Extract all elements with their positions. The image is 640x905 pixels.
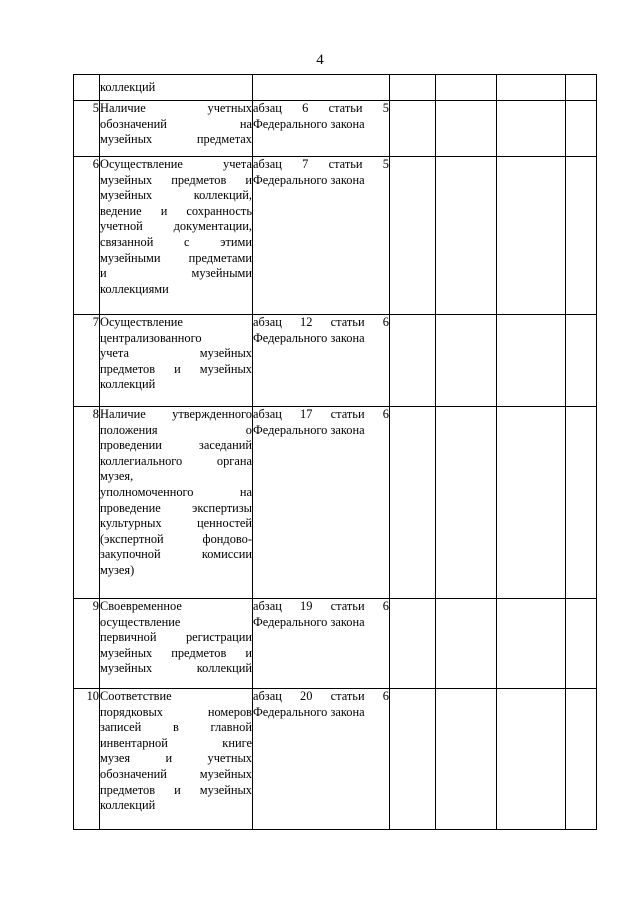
- requirement-cell: [100, 157, 253, 315]
- requirement-line: [100, 251, 252, 267]
- requirement-line: [100, 117, 252, 133]
- word: статьи: [330, 407, 365, 421]
- word: 5: [382, 157, 389, 171]
- empty-cell: [497, 157, 566, 315]
- word: положения: [100, 422, 158, 437]
- word: 19: [300, 599, 313, 613]
- word: с: [184, 234, 190, 249]
- legal-reference-cell: [253, 101, 390, 157]
- legal-reference-line: [253, 689, 389, 705]
- word: абзац: [253, 157, 282, 171]
- legal-reference-line: Федерального закона: [253, 172, 365, 187]
- word: предметами: [188, 250, 252, 265]
- word: 12: [300, 315, 313, 329]
- requirement-line: [100, 173, 252, 189]
- requirement-line: Осуществление: [100, 315, 183, 329]
- word: обозначений: [100, 766, 167, 781]
- word: музейных: [199, 766, 252, 781]
- table-row: [74, 599, 597, 689]
- requirement-line: [100, 204, 252, 220]
- requirement-line: [100, 235, 252, 251]
- word: утвержденного: [172, 407, 252, 421]
- word: учетных: [207, 751, 252, 766]
- word: и: [100, 266, 107, 281]
- word: проведение: [100, 500, 161, 515]
- word: статьи: [330, 315, 365, 329]
- empty-cell: [566, 315, 597, 407]
- empty-cell: [436, 75, 497, 101]
- requirement-line: [100, 485, 252, 501]
- requirement-line: [100, 219, 252, 235]
- page-number: 4: [316, 52, 324, 68]
- row-number: 5: [74, 101, 100, 157]
- word: музейными: [100, 250, 161, 265]
- requirement-line: музейных коллекций: [100, 661, 252, 676]
- word: экспертизы: [192, 500, 252, 515]
- word: 6: [382, 407, 389, 421]
- word: сохранность: [186, 203, 252, 218]
- word: книге: [222, 735, 252, 750]
- word: 6: [382, 315, 389, 329]
- word: статьи: [328, 157, 363, 171]
- word: проведении: [100, 438, 162, 453]
- table-row: [74, 315, 597, 407]
- requirement-cell: [100, 75, 253, 101]
- word: главной: [210, 720, 252, 735]
- requirement-line: [100, 362, 252, 378]
- word: предметов: [171, 172, 227, 187]
- word: музея: [100, 751, 131, 766]
- requirement-line: [100, 705, 252, 721]
- requirement-line: [100, 346, 252, 362]
- legal-reference-cell: [253, 157, 390, 315]
- requirement-line: [100, 646, 252, 662]
- requirement-line: [100, 454, 252, 470]
- word: абзац: [253, 101, 282, 115]
- word: 6: [382, 689, 389, 703]
- requirement-line: [100, 157, 252, 173]
- empty-cell: [566, 689, 597, 830]
- requirement-line: [100, 438, 252, 454]
- empty-cell: [566, 599, 597, 689]
- legal-reference-cell: [253, 315, 390, 407]
- row-number: 7: [74, 315, 100, 407]
- empty-cell: [390, 599, 436, 689]
- empty-cell: [566, 75, 597, 101]
- requirement-line: [100, 266, 252, 282]
- word: и: [174, 782, 181, 797]
- empty-cell: [436, 101, 497, 157]
- empty-cell: [390, 75, 436, 101]
- word: фондово-: [202, 531, 252, 546]
- requirement-line: [100, 501, 252, 517]
- word: музейных: [199, 346, 252, 361]
- word: культурных: [100, 516, 162, 531]
- requirements-table: [73, 74, 597, 830]
- word: коллекций,: [193, 188, 252, 203]
- requirement-line: коллекций: [100, 80, 156, 94]
- requirement-line: коллекций: [100, 798, 156, 813]
- word: ведение: [100, 203, 142, 218]
- word: ценностей: [197, 516, 252, 531]
- row-number: 8: [74, 407, 100, 599]
- word: предметов: [171, 645, 227, 660]
- word: связанной: [100, 234, 154, 249]
- requirement-cell: [100, 599, 253, 689]
- word: предметов: [100, 782, 156, 797]
- requirement-line: [100, 720, 252, 736]
- empty-cell: [497, 689, 566, 830]
- word: Осуществление: [100, 157, 183, 171]
- legal-reference-cell: [253, 75, 390, 101]
- word: 5: [382, 101, 389, 115]
- legal-reference-line: Федерального закона: [253, 704, 365, 719]
- legal-reference-cell: [253, 407, 390, 599]
- requirement-line: [100, 630, 252, 646]
- legal-reference-cell: [253, 599, 390, 689]
- table-row: [74, 157, 597, 315]
- requirement-line: [100, 767, 252, 783]
- word: коллегиального: [100, 453, 183, 468]
- word: музейных: [100, 172, 153, 187]
- empty-cell: [436, 689, 497, 830]
- requirement-line: [100, 188, 252, 204]
- word: инвентарной: [100, 735, 168, 750]
- empty-cell: [566, 101, 597, 157]
- requirement-line: коллекций: [100, 377, 156, 392]
- empty-cell: [497, 101, 566, 157]
- word: документации,: [173, 219, 252, 234]
- word: и: [245, 645, 252, 660]
- requirement-line: музея,: [100, 469, 134, 484]
- word: этими: [220, 234, 252, 249]
- row-number: 6: [74, 157, 100, 315]
- requirement-line: музейных предметах: [100, 132, 252, 147]
- legal-reference-cell: [253, 689, 390, 830]
- empty-cell: [497, 599, 566, 689]
- word: музейными: [191, 266, 252, 281]
- word: записей: [100, 720, 142, 735]
- word: статьи: [328, 101, 363, 115]
- word: музейных: [199, 782, 252, 797]
- empty-cell: [566, 407, 597, 599]
- empty-cell: [390, 407, 436, 599]
- word: учетной: [100, 219, 143, 234]
- word: уполномоченного: [100, 484, 194, 499]
- empty-cell: [436, 407, 497, 599]
- legal-reference-line: [253, 407, 389, 423]
- word: абзац: [253, 689, 282, 703]
- row-number: 10: [74, 689, 100, 830]
- word: 20: [300, 689, 313, 703]
- word: 17: [300, 407, 313, 421]
- row-number: [74, 75, 100, 101]
- word: Наличие: [100, 407, 146, 421]
- word: (экспертной: [100, 531, 164, 546]
- word: порядковых: [100, 704, 163, 719]
- requirement-line: [100, 783, 252, 799]
- word: и: [165, 751, 173, 766]
- word: номеров: [207, 704, 252, 719]
- legal-reference-line: Федерального закона: [253, 330, 365, 345]
- row-number: 9: [74, 599, 100, 689]
- table-row: [74, 407, 597, 599]
- empty-cell: [390, 689, 436, 830]
- empty-cell: [390, 315, 436, 407]
- requirement-cell: [100, 315, 253, 407]
- empty-cell: [390, 157, 436, 315]
- word: заседаний: [198, 438, 252, 453]
- word: на: [239, 484, 252, 499]
- word: абзац: [253, 315, 282, 329]
- word: обозначений: [100, 116, 167, 131]
- word: и: [174, 361, 181, 376]
- word: абзац: [253, 407, 282, 421]
- word: музейных: [100, 645, 153, 660]
- word: в: [172, 720, 179, 735]
- word: 6: [302, 101, 309, 115]
- requirement-cell: [100, 101, 253, 157]
- word: учетных: [207, 101, 252, 115]
- word: регистрации: [185, 630, 252, 645]
- empty-cell: [497, 75, 566, 101]
- word: статьи: [330, 689, 365, 703]
- legal-reference-line: [253, 315, 389, 331]
- requirement-cell: [100, 689, 253, 830]
- requirement-line: [100, 423, 252, 439]
- word: о: [245, 422, 252, 437]
- word: закупочной: [100, 547, 161, 562]
- requirement-line: [100, 547, 252, 563]
- requirement-line: [100, 407, 252, 423]
- legal-reference-line: Федерального закона: [253, 116, 365, 131]
- legal-reference-line: Федерального закона: [253, 614, 365, 629]
- legal-reference-line: [253, 157, 389, 173]
- table-row: [74, 101, 597, 157]
- table-row: [74, 75, 597, 101]
- word: органа: [216, 453, 252, 468]
- word: Наличие: [100, 101, 146, 115]
- word: учета: [223, 157, 252, 171]
- requirement-line: [100, 532, 252, 548]
- requirement-line: централизованного: [100, 330, 202, 345]
- empty-cell: [497, 407, 566, 599]
- legal-reference-line: Федерального закона: [253, 422, 365, 437]
- legal-reference-line: [253, 599, 389, 615]
- requirement-line: Соответствие: [100, 689, 172, 703]
- empty-cell: [390, 101, 436, 157]
- requirement-line: Своевременное: [100, 599, 182, 613]
- word: и: [160, 203, 168, 218]
- word: учета: [100, 346, 129, 361]
- requirement-line: [100, 101, 252, 117]
- table-row: [74, 689, 597, 830]
- requirement-line: осуществление: [100, 614, 181, 629]
- requirement-cell: [100, 407, 253, 599]
- word: комиссии: [201, 547, 252, 562]
- empty-cell: [566, 157, 597, 315]
- requirement-line: [100, 516, 252, 532]
- word: первичной: [100, 630, 157, 645]
- empty-cell: [436, 599, 497, 689]
- word: на: [239, 116, 252, 131]
- empty-cell: [436, 315, 497, 407]
- word: музейных: [199, 361, 252, 376]
- word: музейных: [100, 188, 153, 203]
- word: 6: [382, 599, 389, 613]
- word: статьи: [330, 599, 365, 613]
- word: 7: [302, 157, 309, 171]
- requirement-line: [100, 751, 252, 767]
- requirement-line: коллекциями: [100, 281, 169, 296]
- empty-cell: [497, 315, 566, 407]
- requirement-line: музея): [100, 562, 135, 577]
- legal-reference-line: [253, 101, 389, 117]
- word: предметов: [100, 361, 156, 376]
- empty-cell: [436, 157, 497, 315]
- word: абзац: [253, 599, 282, 613]
- word: и: [245, 172, 252, 187]
- requirement-line: [100, 736, 252, 752]
